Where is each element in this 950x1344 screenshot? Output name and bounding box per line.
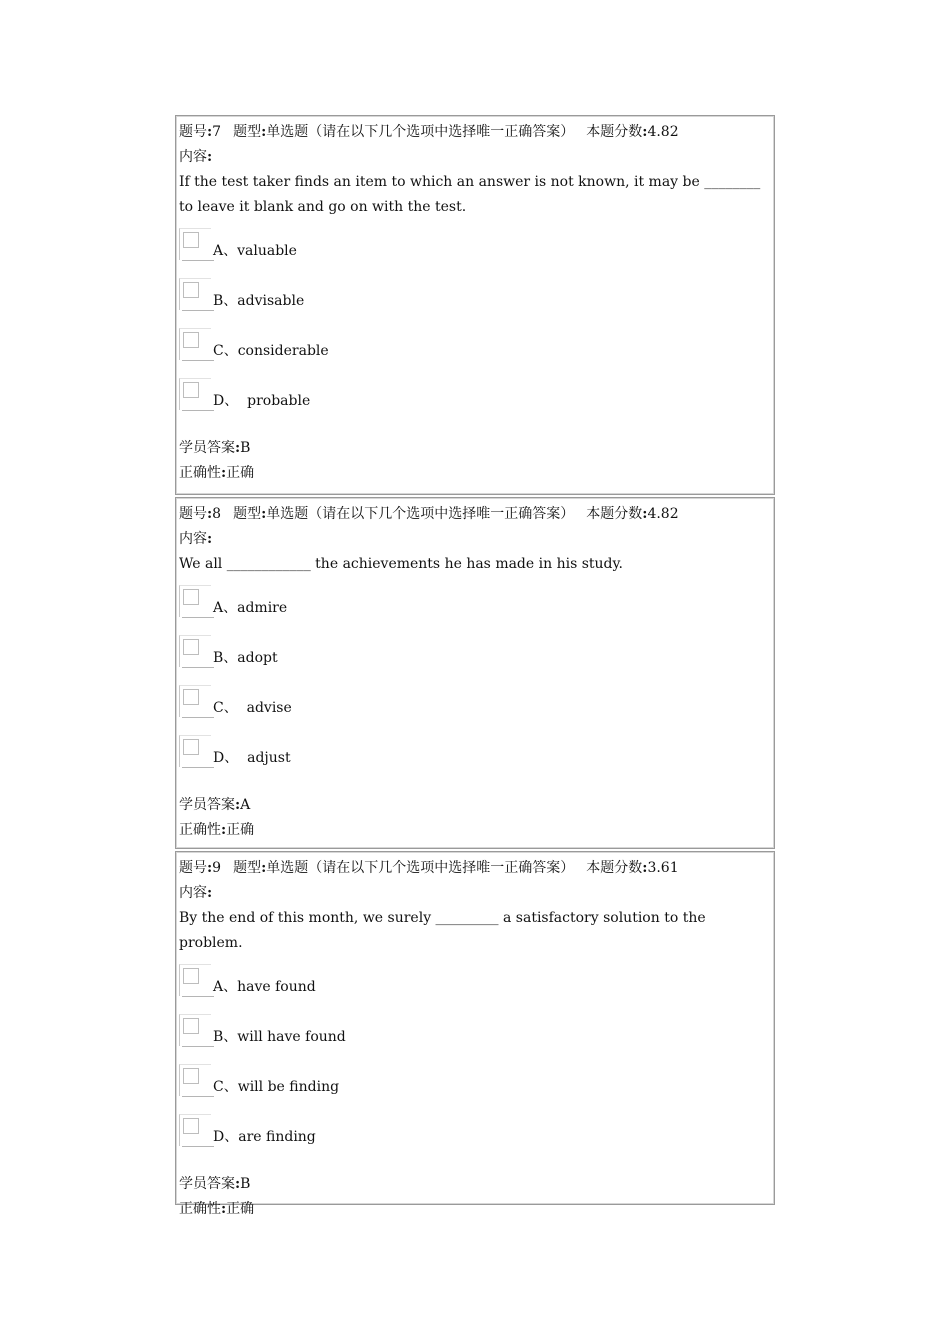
student-answer-value: B: [240, 440, 251, 456]
option-checkbox[interactable]: [179, 1114, 211, 1146]
option-c[interactable]: [179, 324, 774, 374]
content-header: 内容:: [179, 149, 213, 165]
option-checkbox[interactable]: [179, 635, 211, 667]
option-label: C、considerable: [213, 343, 329, 359]
correctness-value: 正确: [226, 1201, 255, 1217]
option-label: B、advisable: [213, 293, 305, 309]
score-label: 本题分数: [586, 506, 643, 522]
option-d[interactable]: [179, 731, 774, 781]
question-card: [175, 115, 775, 495]
option-label: A、have found: [213, 979, 316, 995]
question-number: 8: [212, 506, 222, 522]
question-score: 4.82: [647, 124, 679, 140]
question-content: If the test taker finds an item to which an answer is not known, it may be ________ to leave it blank and go on with the test.: [179, 174, 761, 215]
question-type: 单选题（请在以下几个选项中选择唯一正确答案）: [266, 124, 575, 140]
question-card: [175, 497, 775, 849]
option-checkbox[interactable]: [179, 685, 211, 717]
question-type: 单选题（请在以下几个选项中选择唯一正确答案）: [266, 506, 575, 522]
option-d[interactable]: [179, 1110, 774, 1160]
options-list: [179, 956, 774, 1160]
option-a[interactable]: [179, 960, 774, 1010]
question-type: 单选题（请在以下几个选项中选择唯一正确答案）: [266, 860, 575, 876]
option-label: A、admire: [213, 600, 288, 616]
option-label: C、will be finding: [213, 1079, 340, 1095]
option-checkbox[interactable]: [179, 585, 211, 617]
option-b[interactable]: [179, 274, 774, 324]
option-d[interactable]: [179, 374, 774, 424]
correctness: 正确性:正确: [179, 1201, 255, 1217]
number-label: 题号: [179, 506, 207, 522]
option-checkbox[interactable]: [179, 1014, 211, 1046]
correctness-value: 正确: [226, 822, 255, 838]
option-b[interactable]: [179, 1010, 774, 1060]
option-checkbox[interactable]: [179, 228, 211, 260]
student-answer: 学员答案:B: [179, 440, 251, 456]
option-b[interactable]: [179, 631, 774, 681]
correctness: 正确性:正确: [179, 465, 255, 481]
correctness: 正确性:正确: [179, 822, 255, 838]
type-label: 题型: [233, 124, 262, 140]
option-label: D、 adjust: [213, 750, 291, 766]
option-label: B、adopt: [213, 650, 278, 666]
type-label: 题型: [233, 860, 262, 876]
options-list: [179, 577, 774, 781]
option-label: D、are finding: [213, 1129, 316, 1145]
option-checkbox[interactable]: [179, 278, 211, 310]
option-a[interactable]: [179, 581, 774, 631]
score-label: 本题分数: [586, 124, 643, 140]
question-list: [175, 115, 775, 1217]
question-header: 题号:7 题型:单选题（请在以下几个选项中选择唯一正确答案） 本题分数:4.82: [179, 124, 679, 140]
option-c[interactable]: [179, 681, 774, 731]
question-content: By the end of this month, we surely _________ a satisfactory solution to the problem.: [179, 910, 706, 951]
question-number: 9: [212, 860, 222, 876]
option-label: D、 probable: [213, 393, 311, 409]
question-score: 4.82: [647, 506, 679, 522]
question-header: 题号:8 题型:单选题（请在以下几个选项中选择唯一正确答案） 本题分数:4.82: [179, 506, 679, 522]
option-label: C、 advise: [213, 700, 292, 716]
content-header: 内容:: [179, 531, 213, 547]
student-answer-value: A: [240, 797, 251, 813]
question-number: 7: [212, 124, 222, 140]
option-label: A、valuable: [213, 243, 297, 259]
option-checkbox[interactable]: [179, 378, 211, 410]
option-checkbox[interactable]: [179, 735, 211, 767]
type-label: 题型: [233, 506, 262, 522]
question-score: 3.61: [647, 860, 679, 876]
options-list: [179, 220, 774, 424]
correctness-value: 正确: [226, 465, 255, 481]
number-label: 题号: [179, 860, 207, 876]
number-label: 题号: [179, 124, 207, 140]
question-content: We all ____________ the achievements he has made in his study.: [179, 556, 623, 572]
score-label: 本题分数: [586, 860, 643, 876]
question-card: [175, 851, 775, 1217]
question-header: 题号:9 题型:单选题（请在以下几个选项中选择唯一正确答案） 本题分数:3.61: [179, 860, 679, 876]
option-c[interactable]: [179, 1060, 774, 1110]
student-answer-value: B: [240, 1176, 251, 1192]
content-header: 内容:: [179, 885, 213, 901]
option-label: B、will have found: [213, 1029, 346, 1045]
option-checkbox[interactable]: [179, 1064, 211, 1096]
student-answer: 学员答案:A: [179, 797, 251, 813]
student-answer: 学员答案:B: [179, 1176, 251, 1192]
option-checkbox[interactable]: [179, 328, 211, 360]
option-a[interactable]: [179, 224, 774, 274]
option-checkbox[interactable]: [179, 964, 211, 996]
